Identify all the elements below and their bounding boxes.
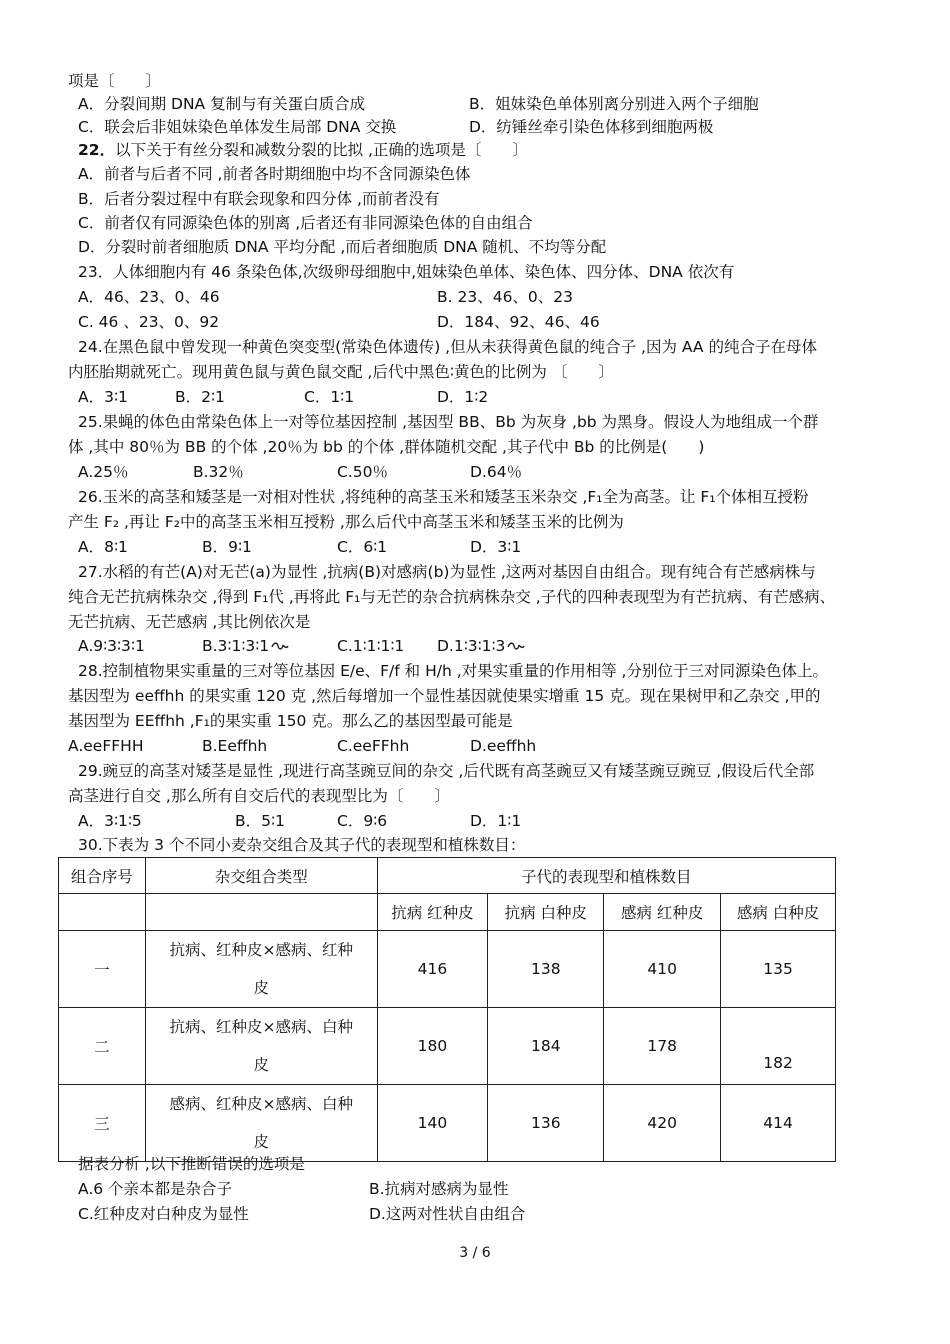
q21-stem-tail: 项是〔 〕 [68, 72, 162, 90]
row-value: 136 [488, 1085, 604, 1162]
row-id: 三 [59, 1085, 146, 1162]
q26-option-c: C．6∶1 [337, 538, 388, 556]
q23-stem: 23．人体细胞内有 46 条染色体,次级卵母细胞中,姐妹染色单体、染色体、四分体、DNA 依次有 [78, 263, 735, 281]
row-value: 178 [604, 1008, 721, 1085]
q27-stem-1: 27.水稻的有芒(A)对无芒(a)为显性 ,抗病(B)对感病(b)为显性 ,这两对基因自由组合。现有纯合有芒感病株与 [78, 563, 816, 581]
q29-option-b: B．5∶1 [235, 812, 285, 830]
q27-option-d [437, 636, 525, 656]
q30-option-b: B.抗病对感病为显性 [369, 1180, 509, 1198]
row-value: 138 [488, 931, 604, 1008]
header-offspring: 子代的表现型和植株数目 [377, 858, 835, 894]
q27-option-b-text: B.3∶1∶3∶1 [202, 637, 270, 655]
row-value: 140 [377, 1085, 488, 1162]
row-value: 416 [377, 931, 488, 1008]
q25-option-c: C.50％ [337, 463, 388, 481]
q28-stem-2: 基因型为 eeffhh 的果实重 120 克 ,然后每增加一个显性基因就使果实增重 15 克。现在果树甲和乙杂交 ,甲的 [68, 687, 821, 705]
q27-stem-3: 无芒抗病、无芒感病 ,其比例依次是 [68, 613, 311, 631]
q23-option-b: B. 23、46、0、23 [437, 288, 574, 306]
row-value: 414 [721, 1085, 836, 1162]
row-cross-type [145, 931, 377, 1008]
row-id: 一 [59, 931, 146, 1008]
q27-option-d-text: D.1∶3∶1∶3 [437, 637, 506, 655]
q23-option-c: C. 46 、23、0、92 [78, 313, 220, 331]
table-row [59, 1085, 836, 1162]
row-value: 420 [604, 1085, 721, 1162]
q22-number: 22． [78, 141, 116, 159]
subheader-susceptible-red: 感病 红种皮 [604, 894, 721, 931]
q26-option-b: B．9∶1 [202, 538, 252, 556]
q30-option-d: D.这两对性状自由组合 [369, 1205, 526, 1223]
q26-stem-1: 26.玉米的高茎和矮茎是一对相对性状 ,将纯种的高茎玉米和矮茎玉米杂交 ,F₁全为高茎。让 F₁个体相互授粉 [78, 488, 809, 506]
q28-option-a: A.eeFFHH [68, 737, 144, 755]
table-header-row [59, 858, 836, 894]
q25-option-d: D.64％ [470, 463, 523, 481]
q25-option-a: A.25％ [78, 463, 129, 481]
q30-option-c: C.红种皮对白种皮为显性 [78, 1205, 249, 1223]
q27-option-c: C.1∶1∶1∶1 [337, 637, 405, 655]
q23-option-a: A．46、23、0、46 [78, 288, 220, 306]
q22-option-d: D．分裂时前者细胞质 DNA 平均分配 ,而后者细胞质 DNA 随机、不均等分配 [78, 238, 607, 256]
q28-stem-3: 基因型为 EEffhh ,F₁的果实重 150 克。那么乙的基因型最可能是 [68, 712, 513, 730]
q24-option-d: D．1∶2 [437, 388, 489, 406]
row-id: 二 [59, 1008, 146, 1085]
q24-option-a: A．3∶1 [78, 388, 128, 406]
q28-stem-1: 28.控制植物果实重量的三对等位基因 E/e、F/f 和 H/h ,对果实重量的作用相等 ,分别位于三对同源染色体上。 [78, 662, 828, 680]
row-cross-type [145, 1085, 377, 1162]
q30-option-a: A.6 个亲本都是杂合子 [78, 1180, 233, 1198]
q21-option-c: C．联会后非姐妹染色单体发生局部 DNA 交换 [78, 118, 397, 136]
q27-option-a: A.9∶3∶3∶1 [78, 637, 145, 655]
q29-stem-1: 29.豌豆的高茎对矮茎是显性 ,现进行高茎豌豆间的杂交 ,后代既有高茎豌豆又有矮茎豌豆豌豆 ,假设后代全部 [78, 762, 815, 780]
row-cross-type-line1: 感病、红种皮×感病、白种 [169, 1095, 353, 1113]
q26-stem-2: 产生 F₂ ,再让 F₂中的高茎玉米相互授粉 ,那么后代中高茎玉米和矮茎玉米的比例为 [68, 513, 624, 531]
row-cross-type [145, 1008, 377, 1085]
squiggle-mark-icon [507, 640, 525, 652]
squiggle-mark-icon [271, 640, 289, 652]
row-value: 184 [488, 1008, 604, 1085]
q24-option-b: B．2∶1 [175, 388, 225, 406]
row-cross-type-line2: 皮 [253, 979, 269, 997]
q28-option-d: D.eeffhh [470, 737, 537, 755]
subheader-resistant-white: 抗病 白种皮 [488, 894, 604, 931]
q22-stem [78, 140, 528, 160]
q21-option-b: B．姐妹染色单体别离分别进入两个子细胞 [469, 95, 759, 113]
q24-stem-1: 24.在黑色鼠中曾发现一种黄色突变型(常染色体遗传) ,但从未获得黄色鼠的纯合子 ,因为 AA 的纯合子在母体 [78, 338, 817, 356]
q28-option-b: B.Eeffhh [202, 737, 268, 755]
q25-stem-2: 体 ,其中 80％为 BB 的个体 ,20％为 bb 的个体 ,群体随机交配 ,其子代中 Bb 的比例是( ) [68, 438, 705, 456]
q27-stem-2: 纯合无芒抗病株杂交 ,得到 F₁代 ,再将此 F₁与无芒的杂合抗病株杂交 ,子代的四种表现型为有芒抗病、有芒感病、 [68, 588, 836, 606]
table-row [59, 1008, 836, 1085]
q29-option-d: D．1∶1 [470, 812, 522, 830]
q22-option-c: C．前者仅有同源染色体的别离 ,后者还有非同源染色体的自由组合 [78, 214, 533, 232]
table-subheader-row [59, 894, 836, 931]
q21-option-d: D．纺锤丝牵引染色体移到细胞两极 [469, 118, 714, 136]
q25-stem-1: 25.果蝇的体色由常染色体上一对等位基因控制 ,基因型 BB、Bb 为灰身 ,bb 为黑身。假设人为地组成一个群 [78, 413, 819, 431]
q27-option-b [202, 636, 289, 656]
q29-option-a: A．3∶1∶5 [78, 812, 142, 830]
header-cross-type: 杂交组合类型 [145, 858, 377, 894]
q22-text: 以下关于有丝分裂和减数分裂的比拟 ,正确的选项是〔 〕 [115, 141, 528, 159]
q24-stem-2: 内胚胎期就死亡。现用黄色鼠与黄色鼠交配 ,后代中黑色∶黄色的比例为 〔 〕 [68, 363, 614, 381]
q26-option-d: D．3∶1 [470, 538, 522, 556]
q21-option-a: A．分裂间期 DNA 复制与有关蛋白质合成 [78, 95, 366, 113]
row-value: 410 [604, 931, 721, 1008]
q30-stem: 30.下表为 3 个不同小麦杂交组合及其子代的表现型和植株数目： [78, 836, 526, 854]
q26-option-a: A．8∶1 [78, 538, 128, 556]
q30-followup: 据表分析 ,以下推断错误的选项是 [78, 1155, 305, 1173]
row-value: 182 [721, 1008, 836, 1085]
q22-option-a: A．前者与后者不同 ,前者各时期细胞中均不含同源染色体 [78, 165, 471, 183]
row-cross-type-line1: 抗病、红种皮×感病、红种 [169, 941, 353, 959]
q28-option-c: C.eeFFhh [337, 737, 410, 755]
row-cross-type-line2: 皮 [253, 1133, 269, 1151]
q29-stem-2: 高茎进行自交 ,那么所有自交后代的表现型比为〔 〕 [68, 787, 450, 805]
row-value: 180 [377, 1008, 488, 1085]
q22-option-b: B．后者分裂过程中有联会现象和四分体 ,而前者没有 [78, 190, 440, 208]
page-number: 3 / 6 [459, 1245, 491, 1261]
subheader-resistant-red: 抗病 红种皮 [377, 894, 488, 931]
row-cross-type-line2: 皮 [253, 1056, 269, 1074]
cross-results-table [58, 857, 836, 1162]
q24-option-c: C．1∶1 [304, 388, 355, 406]
q23-option-d: D．184、92、46、46 [437, 313, 600, 331]
q29-option-c: C．9∶6 [337, 812, 388, 830]
row-value: 135 [721, 931, 836, 1008]
subheader-susceptible-white: 感病 白种皮 [721, 894, 836, 931]
q25-option-b: B.32％ [193, 463, 244, 481]
table-row [59, 931, 836, 1008]
row-cross-type-line1: 抗病、红种皮×感病、白种 [169, 1018, 353, 1036]
header-group-number: 组合序号 [59, 858, 146, 894]
